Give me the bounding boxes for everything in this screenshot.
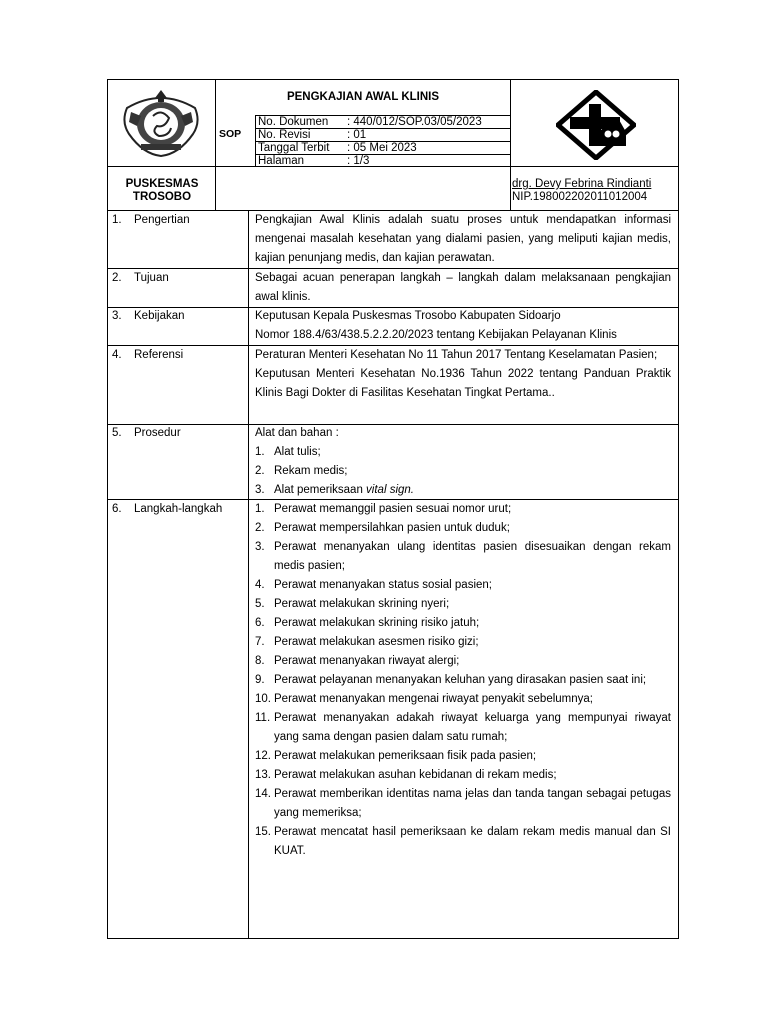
- paragraph: Peraturan Menteri Kesehatan No 11 Tahun 2017 Tentang Keselamatan Pasien;: [255, 349, 658, 361]
- item-text: Perawat memberikan identitas nama jelas dan tanda tangan sebagai petugas yang memeriksa;: [274, 788, 671, 819]
- item-number: 10.: [255, 693, 271, 705]
- puskesmas-line-1: PUSKESMAS: [125, 178, 199, 190]
- list-item: [255, 671, 671, 690]
- divider-header-mid: [107, 166, 679, 167]
- list-item: [255, 747, 671, 766]
- divider-meta-left: [255, 115, 256, 166]
- divider-logo-right: [510, 79, 511, 210]
- list-item: [255, 576, 671, 595]
- section-label-pengertian: Pengertian: [134, 214, 190, 226]
- section-number-5: 5.: [112, 427, 122, 439]
- section-intro-prosedur: Alat dan bahan :: [255, 427, 339, 439]
- list-item: [255, 690, 671, 709]
- item-text: Perawat mempersilahkan pasien untuk duduk;: [274, 522, 510, 534]
- item-number: 5.: [255, 598, 265, 610]
- border-left: [107, 79, 108, 939]
- item-text: Perawat menanyakan riwayat alergi;: [274, 655, 460, 667]
- section-label-tujuan: Tujuan: [134, 272, 169, 284]
- item-text: Alat pemeriksaan: [274, 484, 367, 496]
- meta-value-document-number: : 440/012/SOP.03/05/2023: [347, 116, 482, 128]
- paragraph: Pengkajian Awal Klinis adalah suatu proses untuk mendapatkan informasi mengenai masalah kesehatan yang dialami pasien, yang meliputi kajian medis, kajian penunjang medis, dan kajian perawatan.: [255, 214, 671, 264]
- section-text-kebijakan: [255, 307, 671, 345]
- list-item: [255, 481, 671, 500]
- puskesmas-logo-icon: [556, 90, 636, 160]
- signer-name: drg. Devy Febrina Rindianti: [512, 178, 652, 190]
- list-item: [255, 462, 671, 481]
- item-number: 3.: [255, 484, 265, 496]
- item-text: Perawat menanyakan mengenai riwayat penyakit sebelumnya;: [274, 693, 593, 705]
- item-number: 2.: [255, 522, 265, 534]
- meta-key-issue-date: Tanggal Terbit: [258, 142, 330, 154]
- item-text: Perawat menanyakan status sosial pasien;: [274, 579, 492, 591]
- paragraph: Sebagai acuan penerapan langkah – langkah dalam melaksanaan pengkajian awal klinis.: [255, 272, 671, 303]
- meta-value-page: : 1/3: [347, 155, 370, 167]
- list-item: [255, 443, 671, 462]
- section-label-kebijakan: Kebijakan: [134, 310, 185, 322]
- paragraph: Nomor 188.4/63/438.5.2.2.20/2023 tentang Kebijakan Pelayanan Klinis: [255, 329, 617, 341]
- item-number: 9.: [255, 674, 265, 686]
- list-item: [255, 614, 671, 633]
- puskesmas-line-2: TROSOBO: [132, 191, 192, 203]
- item-number: 11.: [255, 712, 271, 724]
- item-number: 1.: [255, 446, 265, 458]
- item-text: Perawat memanggil pasien sesuai nomor urut;: [274, 503, 512, 515]
- border-bottom: [107, 938, 679, 939]
- item-text: Perawat melakukan asuhan kebidanan di rekam medis;: [274, 769, 557, 781]
- sidoarjo-regency-crest-icon: [117, 86, 205, 158]
- list-item: [255, 823, 671, 861]
- divider-body-col: [248, 210, 249, 939]
- meta-key-document-number: No. Dokumen: [258, 116, 329, 128]
- meta-value-revision: : 01: [347, 129, 367, 141]
- list-item: [255, 652, 671, 671]
- signer-block: [512, 178, 676, 204]
- puskesmas-name: [108, 178, 216, 204]
- border-top: [107, 79, 679, 80]
- section-label-langkah: Langkah-langkah: [134, 503, 223, 515]
- border-right: [678, 79, 679, 939]
- item-text: Perawat mencatat hasil pemeriksaan ke dalam rekam medis manual dan SI KUAT.: [274, 826, 671, 857]
- sop-label: SOP: [219, 128, 242, 140]
- list-item: [255, 500, 671, 519]
- steps-list: [255, 500, 671, 861]
- section-number-2: 2.: [112, 272, 122, 284]
- item-text: Perawat melakukan pemeriksaan fisik pada pasien;: [274, 750, 537, 762]
- meta-key-revision: No. Revisi: [258, 129, 311, 141]
- item-text: Alat tulis;: [274, 446, 321, 458]
- item-text: Perawat melakukan asesmen risiko gizi;: [274, 636, 479, 648]
- list-item: [255, 785, 671, 823]
- section-text-referensi: [255, 346, 671, 403]
- list-item: [255, 766, 671, 785]
- item-number: 8.: [255, 655, 265, 667]
- item-number: 4.: [255, 579, 265, 591]
- section-number-6: 6.: [112, 503, 122, 515]
- item-text: Perawat menanyakan adakah riwayat keluarga yang mempunyai riwayat yang sama dengan pasien dalam satu rumah;: [274, 712, 671, 743]
- section-number-4: 4.: [112, 349, 122, 361]
- item-number: 2.: [255, 465, 265, 477]
- signer-nip: NIP.198002202011012004: [512, 191, 648, 203]
- item-text: Perawat menanyakan ulang identitas pasien disesuaikan dengan rekam medis pasien;: [274, 541, 671, 572]
- section-label-prosedur: Prosedur: [134, 427, 181, 439]
- section-number-3: 3.: [112, 310, 122, 322]
- item-number: 13.: [255, 769, 271, 781]
- item-italic-text: vital sign.: [366, 484, 414, 496]
- item-number: 3.: [255, 541, 265, 553]
- list-item: [255, 633, 671, 652]
- item-text: Perawat melakukan skrining nyeri;: [274, 598, 450, 610]
- paragraph: Keputusan Menteri Kesehatan No.1936 Tahun 2022 tentang Panduan Praktik Klinis Bagi Dokter di Fasilitas Kesehatan Tingkat Pertama..: [255, 368, 671, 399]
- list-item: [255, 709, 671, 747]
- item-number: 7.: [255, 636, 265, 648]
- item-number: 15.: [255, 826, 271, 838]
- meta-value-issue-date: : 05 Mei 2023: [347, 142, 417, 154]
- list-item: [255, 519, 671, 538]
- item-number: 14.: [255, 788, 271, 800]
- section-text-tujuan: [255, 269, 671, 307]
- list-item: [255, 595, 671, 614]
- list-item: [255, 538, 671, 576]
- item-text: Perawat pelayanan menanyakan keluhan yang dirasakan pasien saat ini;: [274, 674, 647, 686]
- meta-key-page: Halaman: [258, 155, 305, 167]
- item-number: 6.: [255, 617, 265, 629]
- section-label-referensi: Referensi: [134, 349, 184, 361]
- section-number-1: 1.: [112, 214, 122, 226]
- item-text: Perawat melakukan skrining risiko jatuh;: [274, 617, 480, 629]
- item-number: 1.: [255, 503, 265, 515]
- section-text-pengertian: [255, 211, 671, 268]
- item-text: Rekam medis;: [274, 465, 348, 477]
- tool-list: [255, 443, 671, 500]
- document-title: PENGKAJIAN AWAL KLINIS: [286, 91, 440, 103]
- paragraph: Keputusan Kepala Puskesmas Trosobo Kabupaten Sidoarjo: [255, 310, 561, 322]
- item-number: 12.: [255, 750, 271, 762]
